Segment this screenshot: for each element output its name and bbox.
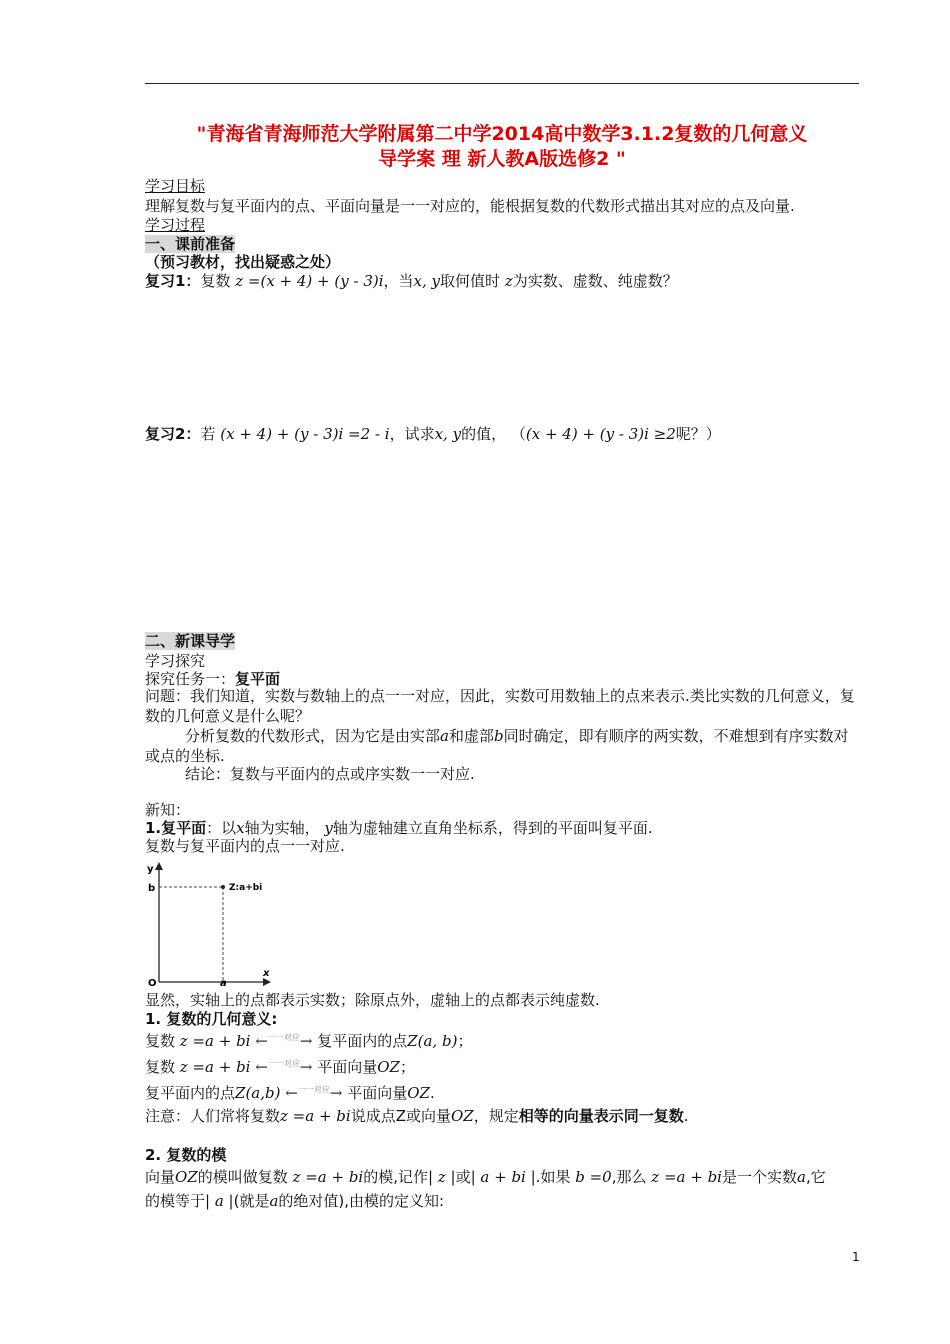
obviously-text: 显然，实轴上的点都表示实数；除原点外，虚轴上的点都表示纯虚数. xyxy=(145,991,600,1009)
title-line-1: "青海省青海师范大学附属第二中学2014高中数学3.1.2复数的几何意义 xyxy=(196,123,808,145)
y-axis-label: y xyxy=(147,864,154,875)
y-axis-arrow xyxy=(155,862,163,870)
one-to-one-arrow: ←$^{一一对应}$→ xyxy=(285,1084,343,1102)
goal-text: 理解复数与复平面内的点、平面向量是一一对应的，能根据复数的代数形式描出其对应的点及向量. xyxy=(145,197,795,215)
one-to-one-arrow: ←$^{一一对应}$→ xyxy=(255,1058,313,1076)
a-label: a xyxy=(220,978,227,988)
new-lesson-heading: 二、新课导学 xyxy=(145,632,236,650)
b-label: b xyxy=(148,883,156,894)
review-2-expression: (x + 4) + (y - 3)i =2 - i xyxy=(220,425,390,443)
modulus-heading: 2. 复数的模 xyxy=(145,1146,227,1164)
complex-plane-def: 1.复平面：以x轴为实轴， y轴为虚轴建立直角坐标系，得到的平面叫复平面. xyxy=(145,819,653,837)
newknow-heading: 新知： xyxy=(145,801,191,819)
question-text: 问题：我们知道，实数与数轴上的点一一对应，因此，实数可用数轴上的点来表示.类比实数的几何意义，复数的几何意义是什么呢？ xyxy=(145,687,855,725)
one-to-one-text: 复数与复平面内的点一一对应. xyxy=(145,837,345,855)
title-line-2: 导学案 理 新人教A版选修2 " xyxy=(378,148,626,170)
review-1-expression: z =(x + 4) + (y - 3)i xyxy=(235,272,384,290)
mapping-row-3: 复平面内的点Z(a,b) ←$^{一一对应}$→ 平面向量OZ. xyxy=(145,1084,435,1102)
review-1: 复习1：复数 z =(x + 4) + (y - 3)i，当x, y取何值时 z为实数、虚数、纯虚数？ xyxy=(145,272,678,290)
one-to-one-arrow: ←$^{一一对应}$→ xyxy=(255,1032,313,1050)
header-rule xyxy=(145,83,859,84)
modulus-line-1: 向量OZ的模叫做复数 z =a + bi的模,记作| z |或| a + bi |.如果 b =0,那么 z =a + bi是一个实数a,它 xyxy=(145,1168,826,1186)
origin-label: O xyxy=(148,978,157,988)
mapping-row-2: 复数 z =a + bi ←$^{一一对应}$→ 平面向量OZ； xyxy=(145,1058,415,1076)
conclusion-text: 结论：复数与平面内的点或序实数一一对应. xyxy=(185,765,475,783)
x-axis-label: x xyxy=(263,968,270,979)
prep-heading: 一、课前准备 xyxy=(145,235,236,253)
page-number: 1 xyxy=(852,1250,860,1264)
task-1-heading: 探究任务一：复平面 xyxy=(145,670,281,688)
document-title xyxy=(145,122,859,172)
note-text: 注意：人们常将复数z =a + bi说成点Z或向量OZ，规定相等的向量表示同一复数. xyxy=(145,1107,689,1125)
x-axis-arrow xyxy=(263,978,271,986)
geometric-meaning-heading: 1. 复数的几何意义: xyxy=(145,1010,278,1028)
mapping-row-1: 复数 z =a + bi ←$^{一一对应}$→ 复平面内的点Z(a, b)； xyxy=(145,1032,473,1050)
review-2: 复习2：若 (x + 4) + (y - 3)i =2 - i，试求x, y的值， （(x + 4) + (y - 3)i ≥2呢？） xyxy=(145,425,721,443)
modulus-line-2: 的模等于| a |(就是a的绝对值),由模的定义知: xyxy=(145,1192,445,1210)
analysis-text: 分析复数的代数形式，因为它是由实部a和虚部b同时确定，即有顺序的两实数，不难想到有序实数对或点的坐标. xyxy=(145,727,849,765)
goal-heading: 学习目标 xyxy=(145,177,206,195)
process-heading: 学习过程 xyxy=(145,216,206,234)
prep-subheading: （预习教材，找出疑惑之处） xyxy=(145,253,341,271)
explore-heading: 学习探究 xyxy=(145,652,206,670)
point-z-label: Z:a+bi xyxy=(229,883,263,893)
point-z xyxy=(221,885,225,889)
review-2-inequality: (x + 4) + (y - 3)i ≥2 xyxy=(525,425,676,443)
complex-plane-diagram xyxy=(145,858,275,988)
